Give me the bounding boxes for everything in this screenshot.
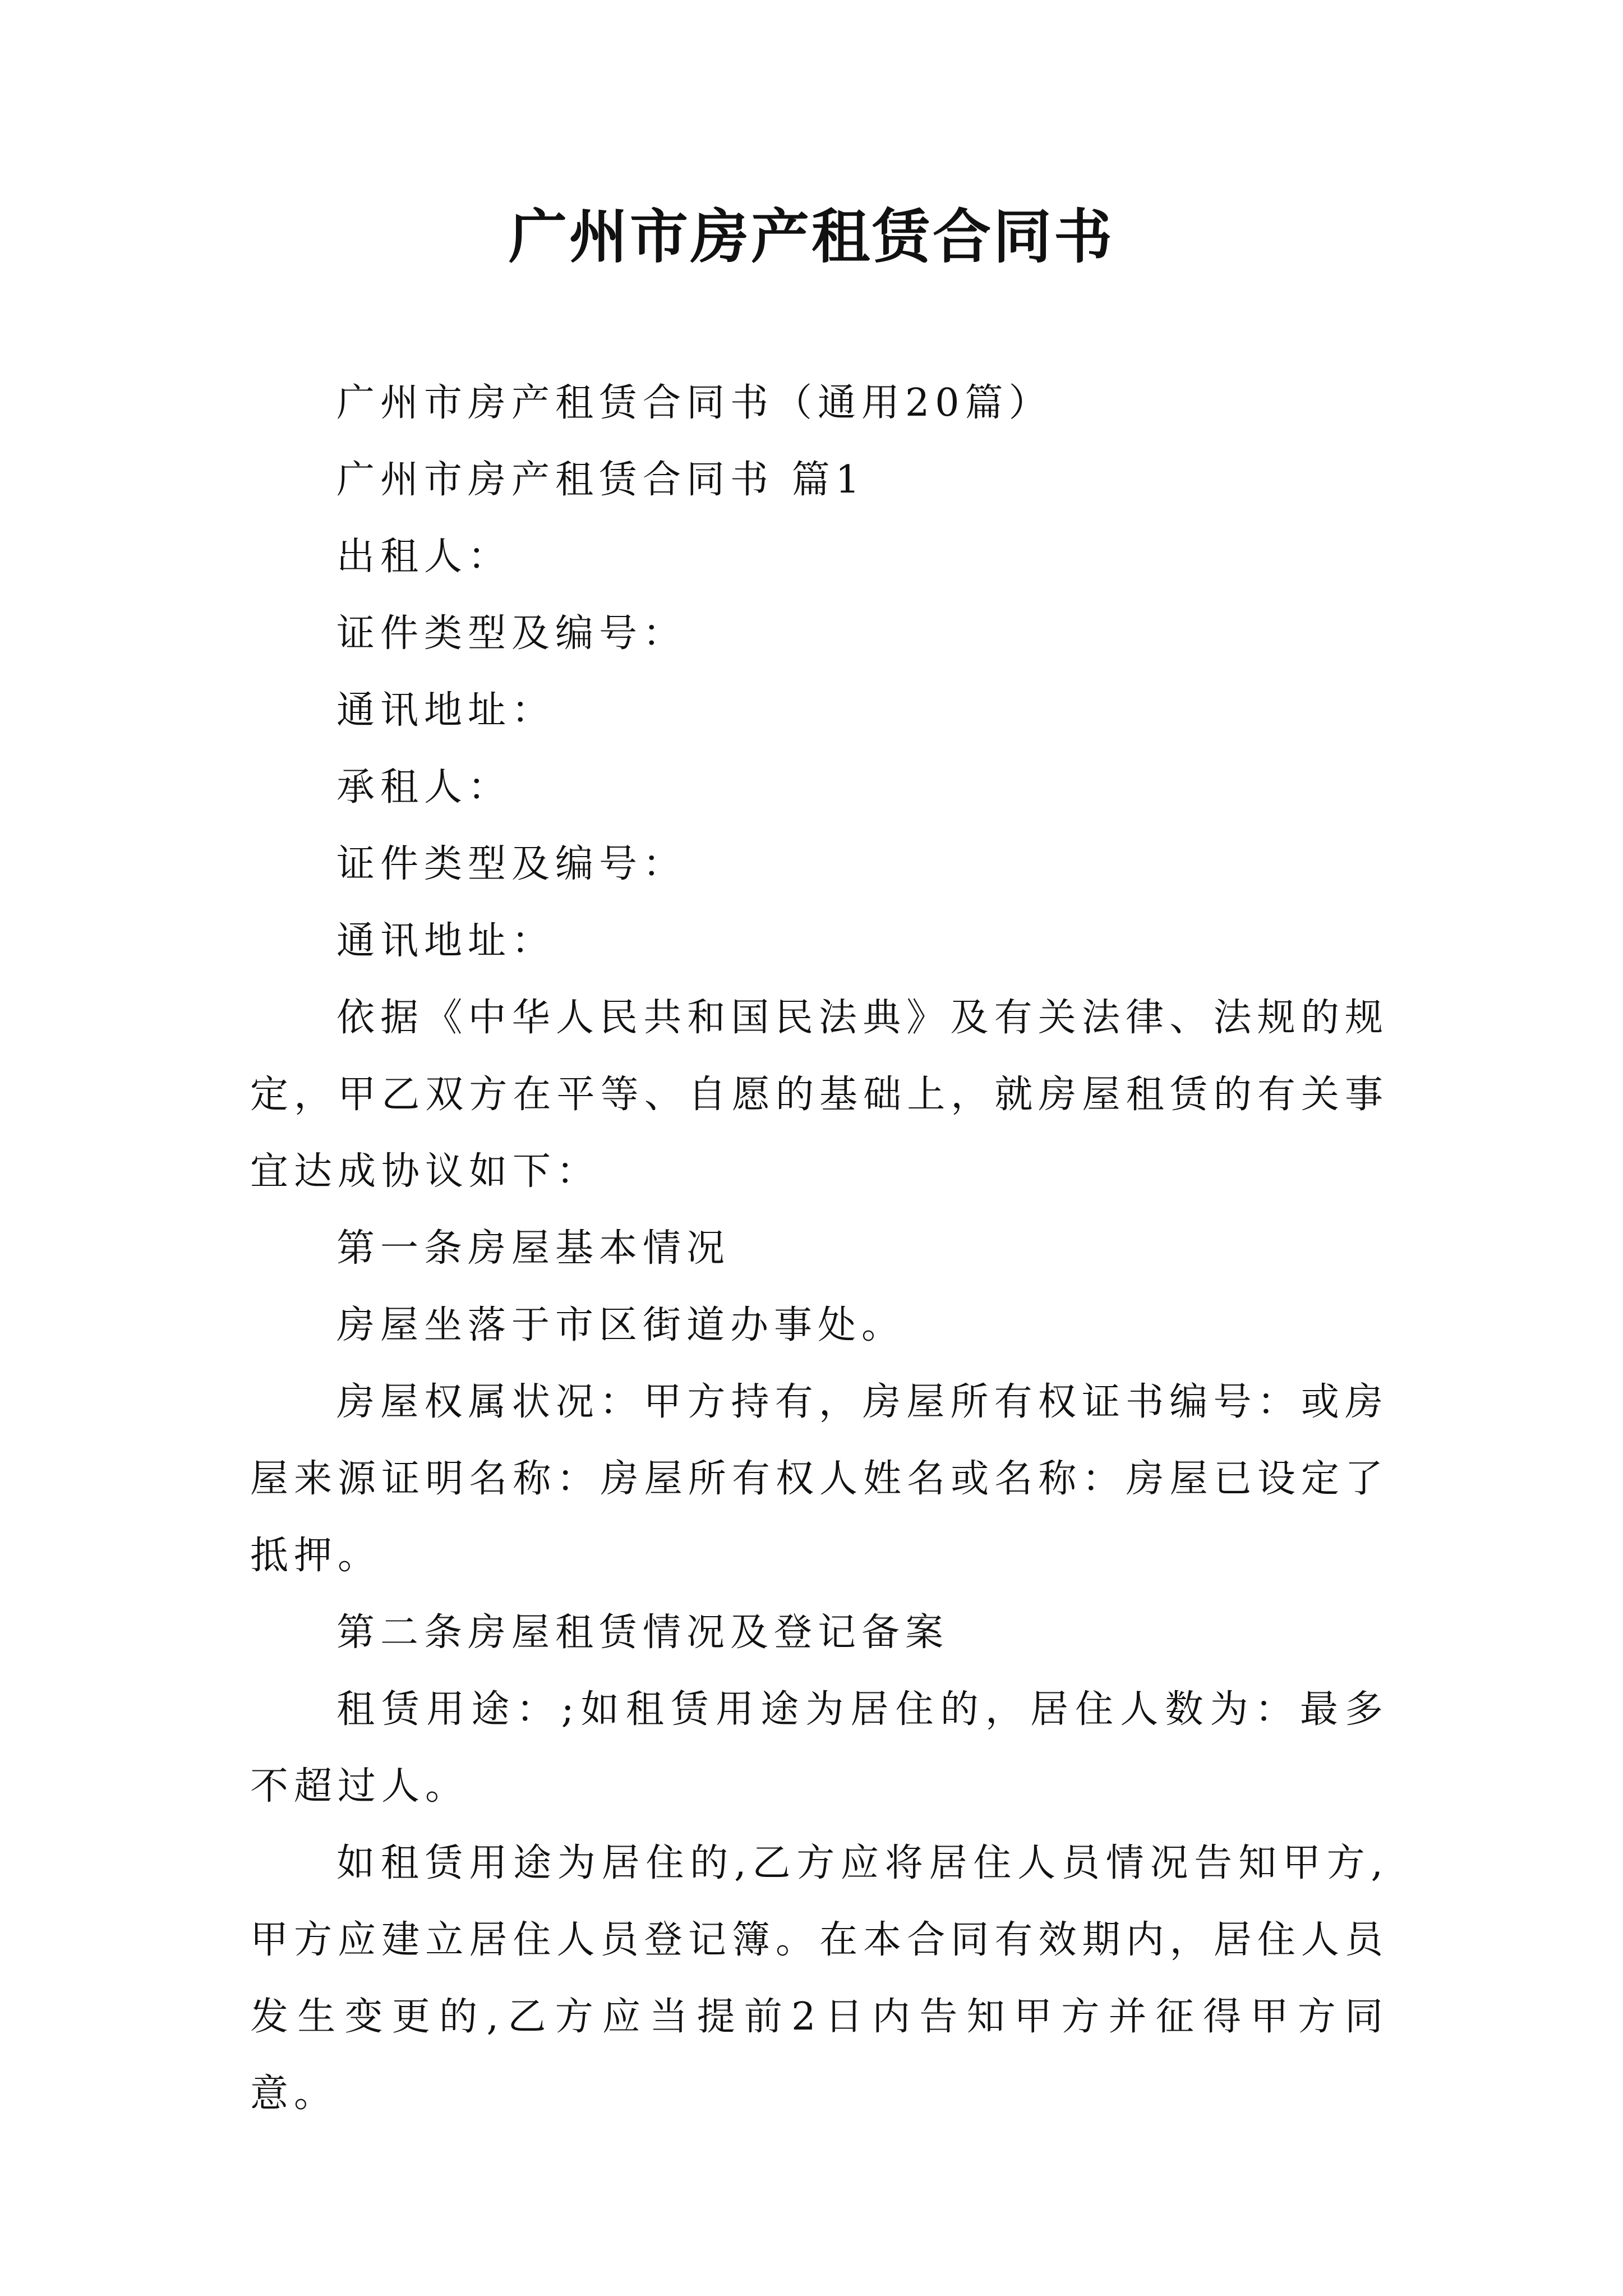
paragraph-resident-registration: 如租赁用途为居住的,乙方应将居住人员情况告知甲方,甲方应建立居住人员登记簿。在本合同有效期内，居住人员发生变更的,乙方应当提前2日内告知甲方并征得甲方同意。 bbox=[250, 1841, 1389, 2116]
paragraph-lessee-address: 通讯地址： bbox=[336, 919, 556, 963]
paragraph-subtitle: 广州市房产租赁合同书（通用20篇） bbox=[336, 381, 1053, 425]
paragraph-lessee-id: 证件类型及编号： bbox=[336, 842, 687, 886]
paragraph-lessor-address: 通讯地址： bbox=[336, 688, 556, 733]
paragraph-lessor-id: 证件类型及编号： bbox=[336, 611, 687, 656]
document-body bbox=[250, 365, 1389, 2132]
paragraph-article-1-heading: 第一条房屋基本情况 bbox=[336, 1226, 731, 1271]
paragraph-lease-purpose: 租赁用途：;如租赁用途为居住的，居住人数为：最多不超过人。 bbox=[250, 1687, 1389, 1809]
paragraph-preamble: 依据《中华人民共和国民法典》及有关法律、法规的规定，甲乙双方在平等、自愿的基础上，就房屋租赁的有关事宜达成协议如下： bbox=[250, 996, 1389, 1194]
paragraph-article-2-heading: 第二条房屋租赁情况及登记备案 bbox=[336, 1611, 949, 1655]
paragraph-section-heading: 广州市房产租赁合同书 篇1 bbox=[336, 458, 865, 502]
paragraph-lessor: 出租人： bbox=[336, 535, 512, 579]
document-title: 广州市房产租赁合同书 bbox=[508, 202, 1114, 271]
paragraph-property-ownership: 房屋权属状况：甲方持有，房屋所有权证书编号：或房屋来源证明名称：房屋所有权人姓名或名称：房屋已设定了抵押。 bbox=[250, 1380, 1389, 1578]
paragraph-property-location: 房屋坐落于市区街道办事处。 bbox=[336, 1303, 906, 1347]
paragraph-lessee: 承租人： bbox=[336, 765, 512, 809]
